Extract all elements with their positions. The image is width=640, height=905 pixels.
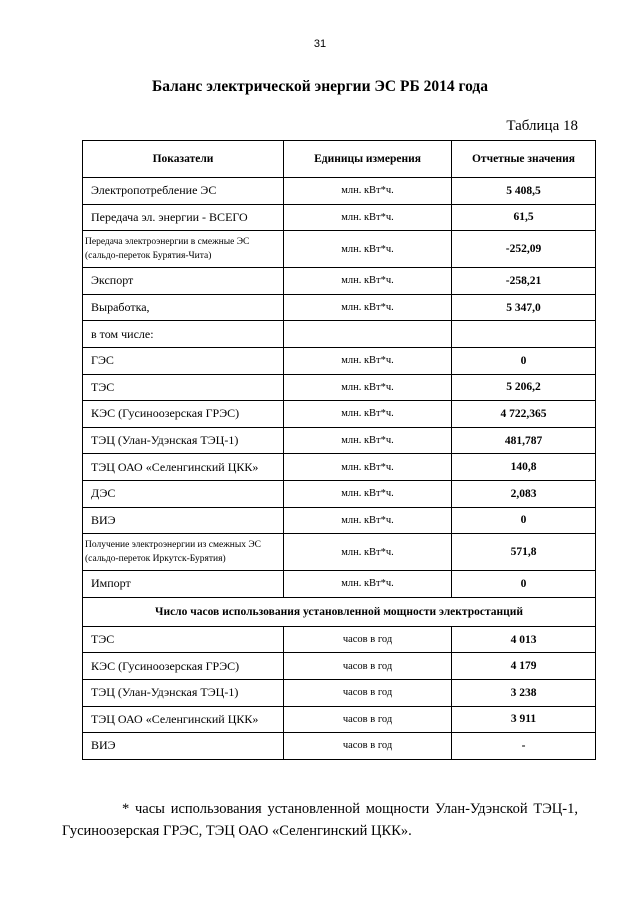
row-value: 3 911: [452, 706, 596, 733]
table-row: [83, 268, 596, 295]
footnote: * часы использования установленной мощности Улан-Удэнской ТЭЦ-1, Гусиноозерская ГРЭС, ТЭЦ ОАО «Селенгинский ЦКК».: [62, 801, 578, 839]
row-unit: часов в год: [284, 653, 452, 680]
row-unit: часов в год: [284, 706, 452, 733]
table-header-row: [83, 141, 596, 178]
column-header-units: Единицы измерения: [284, 141, 452, 178]
row-name: ТЭЦ ОАО «Селенгинский ЦКК»: [83, 454, 284, 481]
row-name: Передача электроэнергии в смежные ЭС (сальдо-переток Бурятия-Чита): [83, 231, 284, 268]
table-row: [83, 231, 596, 268]
row-name: Выработка,: [83, 294, 284, 321]
table-row: [83, 507, 596, 534]
table-row: [83, 706, 596, 733]
row-name: ТЭЦ ОАО «Селенгинский ЦКК»: [83, 706, 284, 733]
row-value: [452, 321, 596, 348]
row-value: -258,21: [452, 268, 596, 295]
row-name: ВИЭ: [83, 733, 284, 760]
row-name: ТЭЦ (Улан-Удэнская ТЭЦ-1): [83, 427, 284, 454]
section-header-row: [83, 597, 596, 626]
page-number: 31: [313, 38, 327, 50]
row-value: 4 013: [452, 626, 596, 653]
table-row: [83, 347, 596, 374]
row-unit: млн. кВт*ч.: [284, 204, 452, 231]
row-value: 0: [452, 571, 596, 598]
row-unit: млн. кВт*ч.: [284, 231, 452, 268]
row-unit: млн. кВт*ч.: [284, 571, 452, 598]
row-name: КЭС (Гусиноозерская ГРЭС): [83, 401, 284, 428]
row-value: 0: [452, 507, 596, 534]
row-unit: млн. кВт*ч.: [284, 178, 452, 205]
row-value: 0: [452, 347, 596, 374]
table-label: Таблица 18: [506, 118, 578, 134]
row-unit: млн. кВт*ч.: [284, 294, 452, 321]
row-unit: часов в год: [284, 679, 452, 706]
row-value: 4 722,365: [452, 401, 596, 428]
row-unit: млн. кВт*ч.: [284, 454, 452, 481]
row-unit: млн. кВт*ч.: [284, 401, 452, 428]
row-value: 5 408,5: [452, 178, 596, 205]
row-unit: млн. кВт*ч.: [284, 268, 452, 295]
row-value: -252,09: [452, 231, 596, 268]
row-name: ГЭС: [83, 347, 284, 374]
table-row: [83, 679, 596, 706]
table-row: [83, 401, 596, 428]
page-title: Баланс электрической энергии ЭС РБ 2014 года: [151, 78, 488, 95]
row-unit: млн. кВт*ч.: [284, 534, 452, 571]
row-unit: часов в год: [284, 733, 452, 760]
table-row: [83, 178, 596, 205]
row-name: Передача эл. энергии - ВСЕГО: [83, 204, 284, 231]
row-value: 481,787: [452, 427, 596, 454]
row-unit: [284, 321, 452, 348]
table-row: [83, 204, 596, 231]
row-name: ВИЭ: [83, 507, 284, 534]
row-name: Получение электроэнергии из смежных ЭС (сальдо-переток Иркутск-Бурятия): [83, 534, 284, 571]
table-row: [83, 653, 596, 680]
row-name: КЭС (Гусиноозерская ГРЭС): [83, 653, 284, 680]
row-name: в том числе:: [83, 321, 284, 348]
row-value: 571,8: [452, 534, 596, 571]
row-unit: млн. кВт*ч.: [284, 374, 452, 401]
row-unit: млн. кВт*ч.: [284, 480, 452, 507]
row-unit: млн. кВт*ч.: [284, 507, 452, 534]
table-row: [83, 294, 596, 321]
table-row: [83, 321, 596, 348]
row-name: ТЭС: [83, 626, 284, 653]
row-name: Электропотребление ЭС: [83, 178, 284, 205]
section-header: Число часов использования установленной мощности электростанций: [83, 597, 596, 626]
table-row: [83, 427, 596, 454]
row-value: 5 206,2: [452, 374, 596, 401]
row-value: 5 347,0: [452, 294, 596, 321]
row-value: 3 238: [452, 679, 596, 706]
row-unit: млн. кВт*ч.: [284, 347, 452, 374]
table-row: [83, 626, 596, 653]
column-header-indicators: Показатели: [83, 141, 284, 178]
row-name: Экспорт: [83, 268, 284, 295]
row-name: ТЭЦ (Улан-Удэнская ТЭЦ-1): [83, 679, 284, 706]
column-header-values: Отчетные значения: [452, 141, 596, 178]
row-unit: млн. кВт*ч.: [284, 427, 452, 454]
row-value: -: [452, 733, 596, 760]
table-row: [83, 374, 596, 401]
row-unit: часов в год: [284, 626, 452, 653]
balance-table: [82, 140, 596, 760]
table-row: [83, 571, 596, 598]
row-value: 61,5: [452, 204, 596, 231]
table-row: [83, 454, 596, 481]
row-value: 2,083: [452, 480, 596, 507]
table-row: [83, 534, 596, 571]
row-name: ДЭС: [83, 480, 284, 507]
row-name: ТЭС: [83, 374, 284, 401]
row-value: 140,8: [452, 454, 596, 481]
row-name: Импорт: [83, 571, 284, 598]
table-row: [83, 733, 596, 760]
table-row: [83, 480, 596, 507]
row-value: 4 179: [452, 653, 596, 680]
